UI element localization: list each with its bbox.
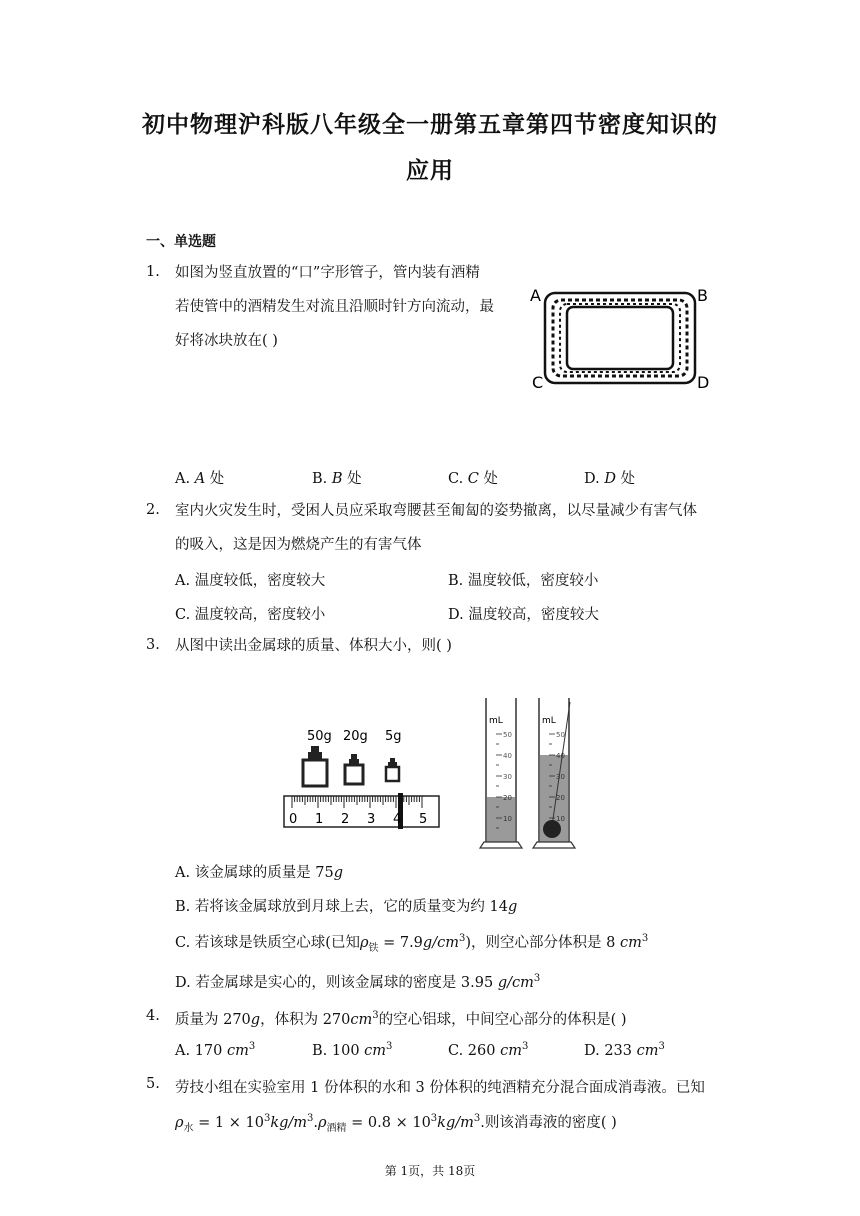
question-number: 3. <box>146 637 160 653</box>
question-5-line2: $\rho_水 = 1 \times 10^3kg/m^3.\rho_{酒精} = 0.8 \times 10^3kg/m^3$.则该消毒液的密度( ) <box>175 1113 617 1134</box>
option-b[interactable]: B. 100 $cm^3$ <box>312 1041 393 1059</box>
cylinder-tick-label: 20 <box>503 794 512 802</box>
page-title-line2: 应用 <box>406 157 454 184</box>
cylinder-left <box>480 698 522 848</box>
question-3-text: 从图中读出金属球的质量、体积大小，则( ) <box>175 638 452 654</box>
option-d[interactable]: D. 温度较高，密度较大 <box>448 607 599 623</box>
ruler-tick-label: 1 <box>315 812 324 827</box>
tube-figure <box>530 285 720 395</box>
question-number: 5. <box>146 1076 160 1092</box>
cylinder-tick-label: 20 <box>556 794 565 802</box>
option-b[interactable]: B. 若将该金属球放到月球上去，它的质量变为约 14g <box>175 899 518 915</box>
ruler-tick-label: 3 <box>367 812 376 827</box>
option-d[interactable]: D. 233 $cm^3$ <box>584 1041 665 1059</box>
cylinder-right <box>533 698 575 848</box>
ruler-tick-label: 5 <box>419 812 428 827</box>
fig-label-b: B <box>697 286 708 305</box>
cylinder-tick-label: 10 <box>556 815 565 823</box>
question-text-line: 若使管中的酒精发生对流且沿顺时针方向流动，最 <box>175 299 494 315</box>
cylinder-tick-label: 30 <box>503 773 512 781</box>
option-a[interactable]: A. 170 $cm^3$ <box>175 1041 256 1059</box>
question-text-line: 如图为竖直放置的“口”字形管子，管内装有酒精 <box>175 265 480 281</box>
question-number: 1. <box>146 264 160 280</box>
question-number: 2. <box>146 502 160 518</box>
cylinder-tick-label: 30 <box>556 773 565 781</box>
question-text-line: 室内火灾发生时，受困人员应采取弯腰甚至匍匐的姿势撤离，以尽量减少有害气体 <box>175 503 697 519</box>
page-footer: 第 1页，共 18页 <box>384 1164 476 1178</box>
option-b[interactable]: B. 温度较低，密度较小 <box>448 573 599 589</box>
option-d[interactable]: D. 若金属球是实心的，则该金属球的密度是 3.95 $g/cm^3$ <box>175 973 541 991</box>
cylinder-tick-label: 40 <box>556 752 565 760</box>
option-c[interactable]: C. 260 $cm^3$ <box>448 1041 529 1059</box>
option-d[interactable]: D. D 处 <box>584 471 636 487</box>
cylinder-unit: mL <box>489 716 503 726</box>
weight-5g <box>386 758 399 781</box>
question-2-text <box>175 494 735 562</box>
option-c[interactable]: C. C 处 <box>448 471 499 487</box>
ruler-tick-label: 2 <box>341 812 350 827</box>
cylinder-tick-label: 40 <box>503 752 512 760</box>
weight-label-5g: 5g <box>385 729 402 744</box>
weight-label-50g: 50g <box>307 729 332 744</box>
option-a[interactable]: A. 该金属球的质量是 75g <box>175 865 344 881</box>
page-title: 初中物理沪科版八年级全一册第五章第四节密度知识的 <box>142 111 718 138</box>
question-4-text: 质量为 270g，体积为 $270cm^3$的空心铝球，中间空心部分的体积是( ) <box>175 1010 627 1028</box>
option-a[interactable]: A. A 处 <box>175 471 225 487</box>
fig-label-c: C <box>532 373 544 392</box>
option-c[interactable]: C. 若该球是铁质空心球(已知$\rho_铁 = 7.9g/cm^3$)，则空心部分体积是 8 $cm^3$ <box>175 933 649 954</box>
weight-50g <box>303 746 327 786</box>
option-a[interactable]: A. 温度较低，密度较大 <box>175 573 326 589</box>
ruler <box>284 793 439 829</box>
question-5-line1: 劳技小组在实验室用 1 份体积的水和 3 份体积的纯酒精充分混合面成消毒液。已知 <box>175 1080 705 1096</box>
fig-label-d: D <box>697 373 710 392</box>
weight-20g <box>345 754 363 784</box>
option-b[interactable]: B. B 处 <box>312 471 362 487</box>
question-number: 4. <box>146 1008 160 1024</box>
question-text-line: 的吸入，这是因为燃烧产生的有害气体 <box>175 537 422 553</box>
section-heading: 一、单选题 <box>146 234 216 250</box>
fig-label-a: A <box>530 286 541 305</box>
question-1-text <box>175 256 515 358</box>
cylinder-tick-label: 10 <box>503 815 512 823</box>
cylinder-unit: mL <box>542 716 556 726</box>
ruler-tick-label: 4 <box>393 812 402 827</box>
weight-label-20g: 20g <box>343 729 368 744</box>
weights-and-ruler-figure <box>282 722 442 830</box>
measuring-cylinders-figure <box>478 694 582 854</box>
cylinder-tick-label: 50 <box>556 731 565 739</box>
question-text-line: 好将冰块放在( ) <box>175 333 278 349</box>
cylinder-tick-label: 50 <box>503 731 512 739</box>
option-c[interactable]: C. 温度较高，密度较小 <box>175 607 326 623</box>
ruler-tick-label: 0 <box>289 812 298 827</box>
